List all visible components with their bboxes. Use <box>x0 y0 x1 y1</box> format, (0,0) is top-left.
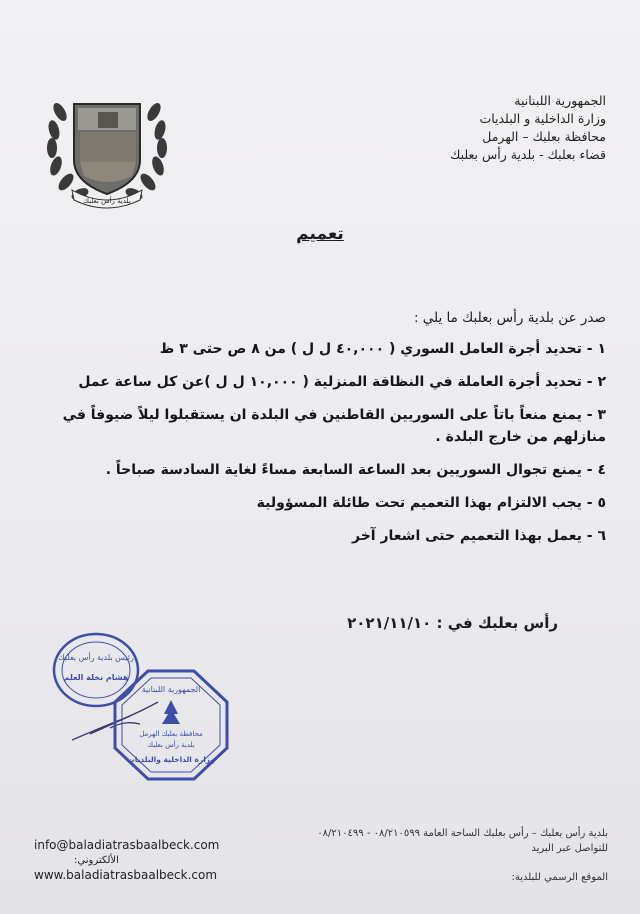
header-line-republic: الجمهورية اللبنانية <box>514 93 606 108</box>
footer-address-block <box>278 826 608 885</box>
footer-website[interactable]: www.baladiatrasbaalbeck.com <box>34 868 218 882</box>
oct-stamp-mid1: محافظة بعلبك الهرمل <box>139 730 203 738</box>
footer-email[interactable]: info@baladiatrasbaalbeck.com <box>34 838 220 852</box>
oct-stamp-mid2: بلدية رأس بعلبك <box>147 741 195 749</box>
header-line-governorate: محافظة بعلبك – الهرمل <box>482 129 606 144</box>
municipality-octagon-stamp <box>112 668 230 782</box>
decree-item-5: ٥ - يجب الالتزام بهذا التعميم تحت طائلة المسؤولية <box>256 495 606 511</box>
round-stamp-title: رئيس بلدية رأس بعلبك <box>58 653 134 662</box>
date-line: رأس بعلبك في : ٢٠٢١/١١/١٠ <box>347 614 558 632</box>
decree-items <box>40 338 606 558</box>
footer-mail-contact: للتواصل عبر البريد <box>531 843 608 854</box>
footer-contact <box>34 838 234 883</box>
oct-stamp-bottom: وزارة الداخلية والبلديات <box>127 755 215 764</box>
oct-stamp-top: الجمهورية اللبنانية <box>141 685 201 694</box>
cedar-icon <box>162 700 180 724</box>
header-lines <box>346 92 606 164</box>
footer-address: بلدية رأس بعلبك – رأس بعلبك الساحة العامة ٠٨/٢١٠٥٩٩ - ٠٨/٢١٠٤٩٩ <box>317 828 608 839</box>
municipality-logo <box>44 82 170 212</box>
document-title: تعميم <box>296 224 344 244</box>
footer-email-label: الألكتروني: <box>74 855 119 866</box>
decree-item-6: ٦ - يعمل بهذا التعميم حتى اشعار آخر <box>351 528 606 544</box>
document-intro: صدر عن بلدية رأس بعلبك ما يلي : <box>413 310 606 326</box>
footer-official-site: الموقع الرسمي للبلدية: <box>511 872 608 883</box>
logo-ribbon-text: بلدية رأس بعلبك <box>83 197 131 205</box>
decree-item-3: ٣ - يمنع منعاً باتاً على السوريين القاطنين في البلدة ان يستقبلوا ليلاً ضيوفاً في منازلهم من خارج البلدة . <box>62 407 606 445</box>
decree-item-1: ١ - تحديد أجرة العامل السوري ( ٤٠,٠٠٠ ل ل ) من ٨ ص حتى ٣ ظ <box>159 341 606 357</box>
decree-item-4: ٤ - يمنع تجوال السوريين بعد الساعة السابعة مساءً لغاية السادسة صباحاً . <box>105 462 606 478</box>
header-line-ministry: وزارة الداخلية و البلديات <box>479 111 606 126</box>
round-stamp-name: هشام نخلة العلم <box>63 673 129 682</box>
decree-item-2: ٢ - تحديد أجرة العاملة في النظافة المنزلية ( ١٠,٠٠٠ ل ل )عن كل ساعة عمل <box>78 374 606 390</box>
header-line-district: قضاء بعلبك - بلدية رأس بعلبك <box>450 147 606 162</box>
